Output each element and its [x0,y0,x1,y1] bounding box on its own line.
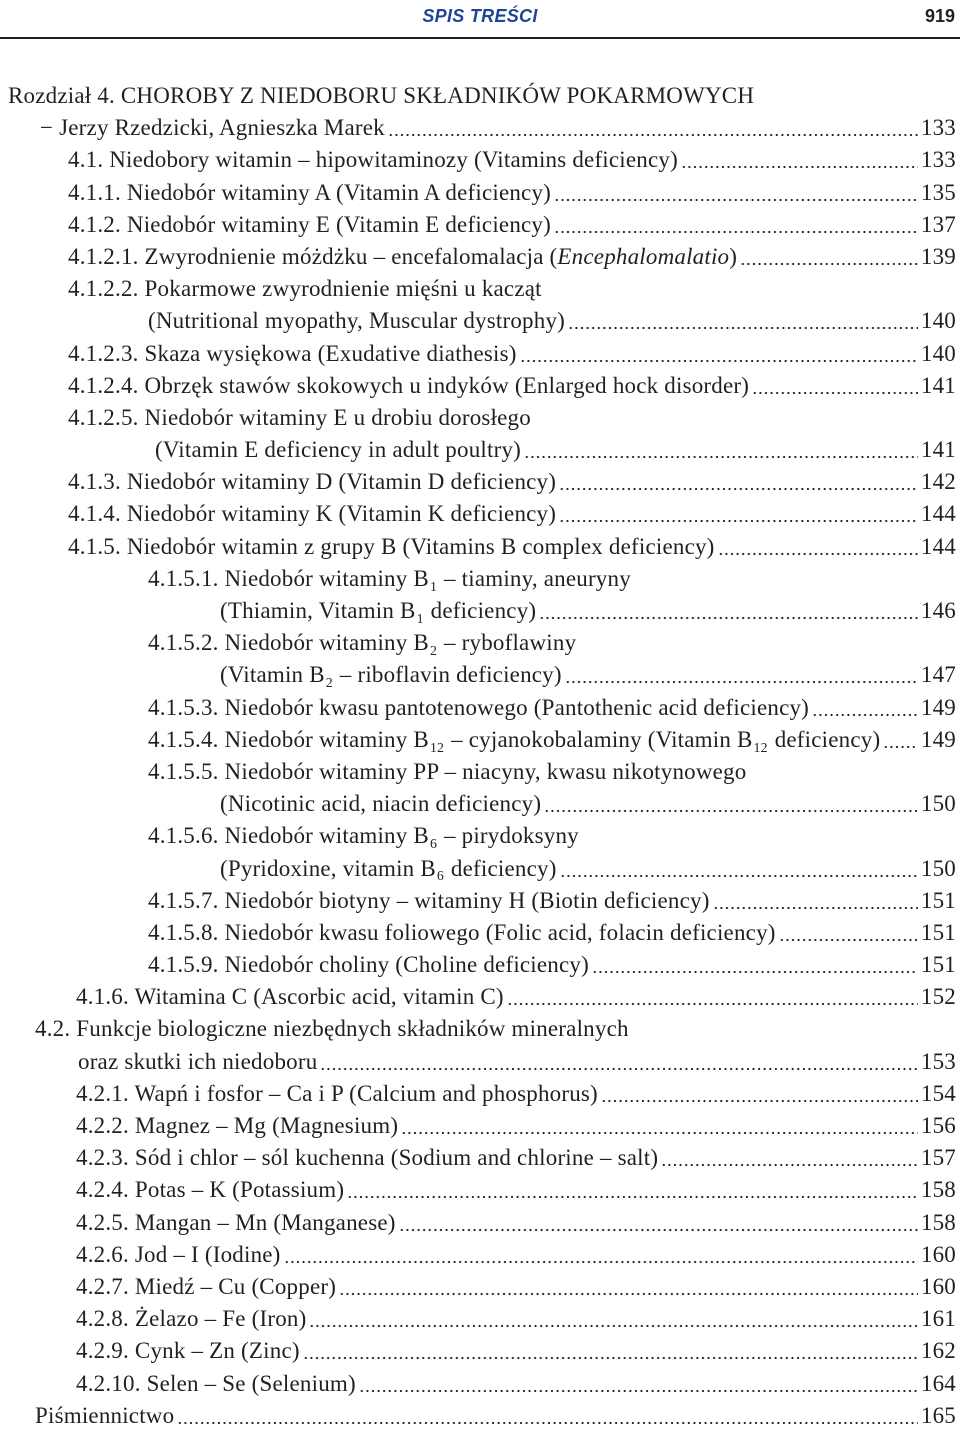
toc-page-number: 162 [920,1338,956,1364]
toc-page-number: 157 [920,1145,956,1171]
title-text: (Pyridoxine, vitamin B [220,855,436,881]
toc-entry [0,338,956,370]
toc-entry-title: (Nicotinic acid, niacin deficiency) [220,791,542,817]
toc-entry-line [0,402,956,434]
toc-entry-title: 4.1.1. Niedobór witaminy A (Vitamin A deficiency) [68,179,552,205]
dot-leader [601,1078,918,1110]
toc-entry [0,305,956,337]
toc-page-number: 137 [920,211,956,237]
dot-leader [544,788,918,820]
title-text: (Thiamin, Vitamin B [220,598,416,623]
toc-entry-title: 4.1.2. Niedobór witaminy E (Vitamin E deficiency) [68,211,551,237]
subscript-text: 1 [429,578,438,594]
dot-leader [359,1368,918,1400]
toc-entry-title: 4.2.2. Magnez – Mg (Magnesium) [76,1113,399,1138]
toc-entry-title: 4.1.5.5. Niedobór witaminy PP – niacyny, kwasu nikotynowego [148,758,747,784]
dot-leader [347,1174,918,1206]
dot-leader [718,531,918,563]
toc-entry-title: 4.1.5.7. Niedobór biotyny – witaminy H (Biotin deficiency) [148,887,710,913]
dot-leader [177,1400,918,1432]
toc-page-number: 158 [920,1209,956,1235]
dot-leader [401,1110,918,1142]
toc-entry [0,949,956,981]
toc-entry-title: 4.2.5. Mangan – Mn (Manganese) [76,1209,396,1235]
toc-entry [0,1368,956,1400]
subscript-text: 12 [753,739,768,755]
dot-leader [883,724,918,756]
toc-page-number: 154 [920,1080,956,1106]
title-text: – tiaminy, aneuryny [438,565,631,591]
toc-entry-title [148,627,576,659]
dot-leader [559,498,918,530]
title-text: (Vitamin B [220,662,325,688]
toc-entry-title: oraz skutki ich niedoboru [78,1048,318,1074]
toc-entry-title: − Jerzy Rzedzicki, Agnieszka Marek [40,115,385,141]
toc-entry [0,1142,956,1174]
toc-entry [0,1400,956,1432]
toc-entry [0,209,956,241]
toc-entry [0,1078,956,1110]
dot-leader [661,1142,918,1174]
dot-leader [284,1239,918,1271]
toc-entry [0,659,956,691]
dot-leader [713,885,918,917]
toc-page-number: 141 [920,437,956,463]
toc-entry-title: 4.1.2.2. Pokarmowe zwyrodnienie mięśni u kacząt [68,276,542,302]
subscript-text: 2 [429,643,438,659]
toc-entry-title: 4.1.5. Niedobór witamin z grupy B (Vitamins B complex deficiency) [68,533,715,559]
dot-leader [520,338,918,370]
dot-leader [399,1207,918,1239]
toc-entry-title [148,724,880,756]
toc-page-number: 152 [920,984,956,1010]
dot-leader [812,692,918,724]
toc-page-number: 133 [920,115,956,141]
title-text: ) [729,243,738,269]
toc-page-number: 164 [920,1370,956,1396]
title-text: – pirydoksyny [438,823,579,849]
toc-entry [0,853,956,885]
toc-page-number: 160 [920,1273,956,1299]
toc-page-number: 149 [920,694,956,720]
dot-leader [554,209,918,241]
toc-entry-title: 4.1.2.5. Niedobór witaminy E u drobiu dorosłego [68,404,531,430]
toc-page-number: 151 [920,952,956,978]
toc-entry [0,1303,956,1335]
toc-page-number: 135 [920,179,956,205]
toc-entry [0,788,956,820]
dot-leader [339,1271,918,1303]
toc-entry-title: 4.2. Funkcje biologiczne niezbędnych składników mineralnych [35,1016,629,1042]
toc-entry-title: Rozdział 4. CHOROBY Z NIEDOBORU SKŁADNIKÓW POKARMOWYCH [8,83,755,108]
toc-page-number: 149 [920,726,956,752]
title-text: 4.1.5.1. Niedobór witaminy B [148,565,429,591]
toc-entry [0,1110,956,1142]
toc-entry [0,112,956,144]
toc-entry [0,241,956,273]
toc-entry-title: 4.1.5.9. Niedobór choliny (Choline deficiency) [148,952,589,978]
toc-entry-line [0,563,956,595]
toc-entry-title: 4.1.2.3. Skaza wysiękowa (Exudative diathesis) [68,340,517,366]
toc-entry-title [220,659,562,691]
toc-page-number: 133 [920,147,956,173]
dot-leader [592,949,918,981]
toc-page-number: 144 [920,501,956,527]
toc-entry [0,531,956,563]
dot-leader [309,1303,917,1335]
dot-leader [568,305,918,337]
toc-entry [0,1046,956,1078]
toc-entry-title: 4.2.7. Miedź – Cu (Copper) [76,1273,337,1299]
toc-page-number: 141 [920,372,956,398]
toc-entry [0,498,956,530]
toc-entry [0,1271,956,1303]
title-text: 4.1.5.4. Niedobór witaminy B [148,726,429,752]
toc-entry [0,724,956,756]
toc-entry [0,370,956,402]
toc-entry-title: 4.2.1. Wapń i fosfor – Ca i P (Calcium and phosphorus) [76,1080,598,1106]
dot-leader [507,981,918,1013]
dot-leader [740,241,918,273]
title-text: 4.1.5.2. Niedobór witaminy B [148,630,429,656]
title-text: deficiency) [768,726,881,752]
header-rule [0,37,960,39]
toc-entry [0,1174,956,1206]
toc-entry-title [220,595,536,627]
toc-page-number: 144 [920,533,956,559]
toc-entry [0,981,956,1013]
title-text: – cyjanokobalaminy (Vitamin B [445,726,753,752]
title-text: – ryboflawiny [438,630,577,656]
toc-entry-line [0,1013,956,1045]
toc-entry-title: 4.1.5.3. Niedobór kwasu pantotenowego (Pantothenic acid deficiency) [148,694,810,720]
toc-entry [0,177,956,209]
dot-leader [303,1335,918,1367]
subscript-text: 12 [429,739,445,755]
dot-leader [565,659,918,691]
toc-list [0,80,956,1432]
toc-entry-title: 4.2.3. Sód i chlor – sól kuchenna (Sodium and chlorine – salt) [76,1145,659,1171]
toc-entry [0,692,956,724]
toc-page-number: 161 [920,1306,956,1332]
dot-leader [559,466,918,498]
toc-page-number: 151 [920,887,956,913]
title-text: deficiency) [444,855,557,881]
toc-page-number: 139 [920,243,956,269]
toc-entry [0,466,956,498]
toc-page-number: 151 [920,919,956,945]
toc-entry-title [68,241,737,273]
toc-entry [0,434,956,466]
dot-leader [320,1046,917,1078]
toc-entry-title: 4.2.6. Jod – I (Iodine) [76,1241,281,1267]
dot-leader [524,434,918,466]
toc-page-number: 146 [920,598,956,623]
toc-entry-title: 4.1. Niedobory witamin – hipowitaminozy (Vitamins deficiency) [68,147,678,173]
toc-entry-line [0,80,956,112]
subscript-text: 6 [429,836,438,852]
title-text: deficiency) [424,598,537,623]
toc-entry-title [220,853,557,885]
toc-entry [0,595,956,627]
dot-leader [752,370,918,402]
toc-entry [0,917,956,949]
toc-entry-title [148,820,579,852]
toc-entry-title: 4.2.9. Cynk – Zn (Zinc) [76,1338,300,1364]
toc-page-number: 165 [920,1402,956,1428]
toc-entry-title: Piśmiennictwo [35,1402,175,1428]
title-text: – riboflavin deficiency) [333,662,562,688]
toc-entry-title: 4.1.3. Niedobór witaminy D (Vitamin D deficiency) [68,469,557,495]
toc-entry-title: 4.1.2.4. Obrzęk stawów skokowych u indyków (Enlarged hock disorder) [68,372,750,398]
toc-entry-title: 4.2.4. Potas – K (Potassium) [76,1177,345,1203]
dot-leader [681,144,918,176]
dot-leader [560,853,918,885]
italic-text: Encephalomalatio [557,243,730,269]
toc-page-number: 142 [920,469,956,495]
toc-entry-line [0,820,956,852]
toc-page-number: 156 [920,1113,956,1138]
subscript-text: 2 [325,675,333,691]
dot-leader [779,917,918,949]
toc-entry-line [0,627,956,659]
subscript-text: 6 [436,868,444,884]
title-text: 4.1.5.6. Niedobór witaminy B [148,823,429,849]
toc-page-number: 140 [920,308,956,334]
toc-entry [0,1335,956,1367]
toc-entry-title [148,563,631,595]
toc-page-number: 160 [920,1241,956,1267]
toc-entry-title: (Nutritional myopathy, Muscular dystrophy) [148,308,566,334]
toc-entry-line [0,273,956,305]
toc-entry-title: 4.2.10. Selen – Se (Selenium) [76,1370,356,1396]
dot-leader [388,112,918,144]
dot-leader [554,177,918,209]
toc-page-number: 147 [920,662,956,688]
running-header-title: SPIS TREŚCI [422,6,538,26]
toc-page-number: 150 [920,791,956,817]
toc-entry [0,144,956,176]
dot-leader [539,595,918,627]
toc-entry-title: 4.2.8. Żelazo – Fe (Iron) [76,1306,307,1332]
subscript-text: 1 [416,610,424,626]
running-header-page-number: 919 [924,6,955,26]
toc-entry-title: (Vitamin E deficiency in adult poultry) [155,437,522,463]
toc-entry [0,1207,956,1239]
toc-entry [0,885,956,917]
toc-page-number: 153 [920,1048,956,1074]
toc-page-number: 140 [920,340,956,366]
toc-entry-title: 4.1.6. Witamina C (Ascorbic acid, vitamin C) [76,984,504,1010]
title-text: 4.1.2.1. Zwyrodnienie móżdżku – encefalomalacja ( [68,243,558,269]
toc-entry-title: 4.1.5.8. Niedobór kwasu foliowego (Folic acid, folacin deficiency) [148,919,776,945]
toc-page-number: 150 [920,855,956,881]
toc-page-number: 158 [920,1177,956,1203]
toc-entry-line [0,756,956,788]
toc-entry-title: 4.1.4. Niedobór witaminy K (Vitamin K deficiency) [68,501,557,527]
toc-entry [0,1239,956,1271]
